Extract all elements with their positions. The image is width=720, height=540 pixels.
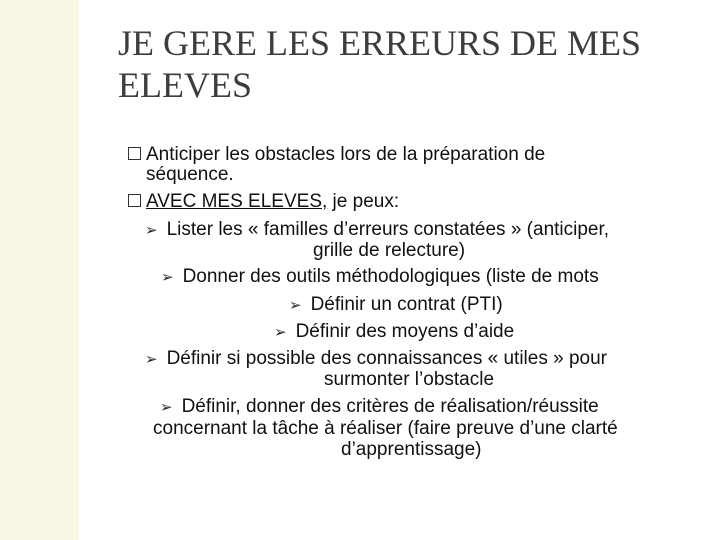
sub-item-1-line-1: Lister les « familles d’erreurs constatées » (anticiper, <box>166 219 610 240</box>
sub-item-3 <box>289 294 503 317</box>
bullet-item-1 <box>128 144 545 166</box>
sub-item-1-line-2: grille de relecture) <box>313 240 466 261</box>
sub-item-5-cont <box>324 369 494 391</box>
sub-item-6-line-1: Définir, donner des critères de réalisation/réussite <box>181 396 599 417</box>
arrowhead-bullet-icon: ➢ <box>160 399 173 416</box>
arrowhead-bullet-icon: ➢ <box>145 351 158 368</box>
item-1-line-1: Anticiper les obstacles lors de la préparation de <box>146 144 546 165</box>
sub-item-1 <box>145 219 609 242</box>
sub-item-5 <box>145 348 607 371</box>
sub-item-5-line-2: surmonter l’obstacle <box>324 369 495 390</box>
arrowhead-bullet-icon: ➢ <box>289 297 302 314</box>
sub-item-6-cont-2 <box>341 439 481 461</box>
bullet-item-1-cont <box>146 164 234 186</box>
item-2-emphasis: AVEC MES ELEVES, <box>146 191 328 212</box>
arrowhead-bullet-icon: ➢ <box>274 324 287 341</box>
sub-item-2-text: Donner des outils méthodologiques (liste de mots <box>182 266 599 287</box>
item-2-rest: je peux: <box>327 191 400 212</box>
slide-title <box>118 22 698 106</box>
sub-item-6-cont-1 <box>153 418 618 440</box>
sub-item-6 <box>160 396 599 419</box>
title-line-2: ELEVES <box>118 65 252 105</box>
sub-item-6-line-3: d’apprentissage) <box>341 439 482 460</box>
sub-item-4-text: Définir des moyens d’aide <box>295 321 515 342</box>
bullet-item-2 <box>128 191 399 213</box>
title-line-1: JE GERE LES ERREURS DE MES <box>118 23 642 63</box>
sub-item-2 <box>161 266 599 289</box>
sub-item-6-line-2: concernant la tâche à réaliser (faire preuve d’une clarté <box>153 418 618 439</box>
sub-item-1-cont <box>313 240 465 262</box>
square-bullet-icon <box>128 194 141 207</box>
arrowhead-bullet-icon: ➢ <box>161 269 174 286</box>
square-bullet-icon <box>128 147 141 160</box>
left-decorative-strip <box>0 0 79 540</box>
arrowhead-bullet-icon: ➢ <box>145 222 158 239</box>
sub-item-4 <box>274 321 514 344</box>
item-1-line-2: séquence. <box>146 164 234 185</box>
sub-item-5-line-1: Définir si possible des connaissances « utiles » pour <box>166 348 607 369</box>
sub-item-3-text: Définir un contrat (PTI) <box>310 294 503 315</box>
